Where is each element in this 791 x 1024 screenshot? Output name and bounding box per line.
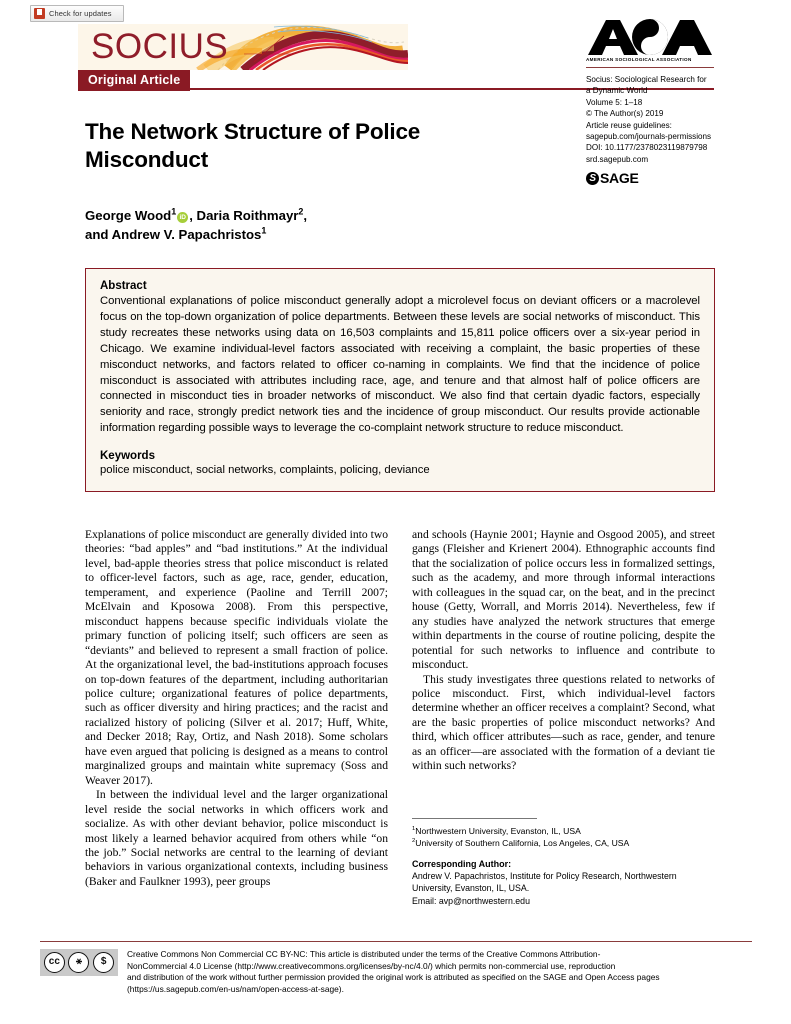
nc-icon: $ [93, 952, 114, 973]
orcid-id-icon[interactable]: iD [177, 212, 188, 223]
author-daria-roithmayr: , Daria Roithmayr [189, 208, 299, 223]
creative-commons-badge[interactable] [40, 949, 118, 976]
license-line-2: NonCommercial 4.0 License (http://www.creativecommons.org/licenses/by-nc/4.0/) which permits non-commercial use, reproduction [127, 960, 616, 971]
license-text [127, 949, 660, 995]
author-list [85, 206, 505, 244]
abstract-heading: Abstract [100, 280, 147, 292]
author-andrew-papachristos: and Andrew V. Papachristos [85, 227, 262, 242]
affiliation-1 [412, 825, 715, 837]
journal-meta-line: Volume 5: 1–18 [586, 97, 643, 107]
license-line-4: (https://us.sagepub.com/en-us/nam/open-access-at-sage). [127, 983, 344, 994]
permissions-link[interactable]: sagepub.com/journals-permissions [586, 132, 712, 142]
corresponding-line-2: University, Evanston, IL, USA. [412, 883, 530, 894]
affiliation-marker: 1 [412, 826, 416, 833]
corresponding-author-heading: Corresponding Author: [412, 859, 512, 869]
journal-meta-line: Article reuse guidelines: [586, 120, 672, 130]
left-column [85, 528, 388, 889]
affiliation-2 [412, 837, 715, 849]
author-george-wood: George Wood [85, 208, 172, 223]
license-line-1: Creative Commons Non Commercial CC BY-NC: This article is distributed under the terms of the Creative Commons Attribution- [127, 949, 601, 959]
corresponding-author-details [412, 870, 715, 907]
page-title: The Network Structure of Police Misconduct [85, 119, 421, 173]
article-type-badge: Original Article [78, 70, 190, 91]
check-for-updates-badge[interactable] [30, 5, 124, 22]
abstract-text: Conventional explanations of police misconduct generally adopt a microlevel focus on deviant officers or a macrolevel focus on the top-down organization of police departments. Between these levels are social networks of misconduct. This study recreates these networks using data on 16,503 complaints and 15,811 police officers over a six-year period in Chicago. We examine individual-level factors associated with receiving a complaint, the basic properties of these misconduct networks, and factors related to officer co-naming in complaints. We find that the incidence of police misconduct is associated with attributes including race, age, and tenure and that almost half of police officers are connected in misconduct ties in broader networks of misconduct. We also find that certain dyadic factors, especially seniority and race, strongly predict network ties and the incidence of group misconduct. Our results provide actionable information regarding possible ways to leverage the co-complaint network structure to reduce misconduct. [100, 295, 700, 435]
author-separator: , [303, 208, 308, 223]
publisher-divider [586, 67, 714, 68]
check-for-updates-label: Check for updates [49, 9, 112, 18]
keywords-heading: Keywords [100, 450, 155, 463]
license-line-3: and distribution of the work without further permission provided the original work is attributed as specified on the SAGE and Open Access pages [127, 972, 660, 983]
crossmark-icon [34, 8, 45, 19]
corresponding-line-1: Andrew V. Papachristos, Institute for Policy Research, Northwestern [412, 871, 677, 881]
body-paragraph: Explanations of police misconduct are generally divided into two theories: “bad apples” and “bad institutions.” At the individual level, bad-apple theories stress that police misconduct is related to officer-level factors, such as age, race, gender, education, temperament, and experience (Paoline and Terrill 2007; McElvain and Kposowa 2008). From this perspective, misconduct happens because specific individuals violate the primary function of policing itself; such officers are seen as “deviants” and believed to represent a small fraction of police. At the organizational level, the bad-institutions approach focuses on top-down features of the department, including authoritarian police culture; organizational features of police departments, such as officer diversity and hiring practices; and the racist and racialized history of policing (Silver et al. 2017; Huff, White, and Decker 2018; Ray, Ortiz, and Nash 2018). Some scholars have even argued that policing is designed as a means to control marginalized groups and maintain white supremacy (Soss and Weaver 2017). [85, 528, 388, 787]
journal-meta-line: Socius: Sociological Research for [586, 75, 707, 84]
corresponding-email[interactable]: Email: avp@northwestern.edu [412, 895, 530, 906]
publisher-block [586, 18, 716, 186]
asa-full-name: AMERICAN SOCIOLOGICAL ASSOCIATION [586, 57, 692, 62]
body-paragraph: and schools (Haynie 2001; Haynie and Osgood 2005), and street gangs (Fleisher and Krienert 2004). Ethnographic accounts find that the socialization of police occurs less in formalized settings, such as the academy, and more through informal interactions with colleagues in the squad car, on the beat, and in the precinct house (Getty, Worrall, and Morris 2014). Nevertheless, few if any studies have analyzed the network structures that emerge within departments in the course of routine policing, despite the potential for such networks to influence and contribute to misconduct. [412, 528, 715, 672]
cc-icon: cc [44, 952, 65, 973]
sage-logo-text: SAGE [600, 170, 639, 187]
author-line-2 [85, 225, 505, 244]
footnote-divider [412, 818, 537, 819]
affiliation-marker: 2 [412, 838, 416, 845]
sage-logo [586, 170, 716, 186]
footnote-block [412, 818, 715, 907]
asa-logo [586, 18, 716, 56]
author-line-1 [85, 206, 505, 225]
journal-meta-line: a Dynamic World [586, 86, 648, 96]
journal-site-link[interactable]: srd.sagepub.com [586, 154, 649, 164]
journal-metadata [586, 74, 716, 165]
keywords-text: police misconduct, social networks, complaints, policing, deviance [100, 464, 430, 477]
doi-line[interactable]: DOI: 10.1177/2378023119879798 [586, 143, 708, 153]
socius-wordmark: SOCIUS [91, 27, 229, 66]
body-paragraph: In between the individual level and the larger organizational level reside the social networks in which officers work and socialize. As with other deviant behavior, police misconduct is most likely a learned behavior acquired from others while “on the job.” Social networks are central to the learning of deviant behaviors in various organizational contexts, including business (Baker and Faulkner 1993), peer groups [85, 788, 388, 888]
affiliation-2-text: University of Southern California, Los Angeles, CA, USA [415, 838, 630, 848]
author-affil-marker: 2 [298, 206, 304, 217]
journal-meta-line: © The Author(s) 2019 [586, 109, 664, 119]
by-icon: ⚹ [68, 952, 89, 973]
asa-logo-icon [586, 18, 714, 56]
author-affil-marker: 1 [261, 225, 267, 236]
affiliation-1-text: Northwestern University, Evanston, IL, USA [415, 826, 581, 836]
sage-mark-icon: S [586, 172, 599, 185]
body-paragraph: This study investigates three questions related to networks of police misconduct. First, which individual-level factors determine whether an officer receives a complaint? Second, what are the basic properties of police misconduct networks? And third, which officer attributes—such as race, gender, and tenure as an officer—are associated with the formation of a deviant tie within such networks? [412, 672, 715, 773]
journal-masthead [78, 24, 408, 70]
abstract-box [85, 268, 715, 492]
license-divider [40, 941, 752, 942]
author-affil-marker: 1 [171, 206, 177, 217]
license-footer [40, 949, 752, 995]
